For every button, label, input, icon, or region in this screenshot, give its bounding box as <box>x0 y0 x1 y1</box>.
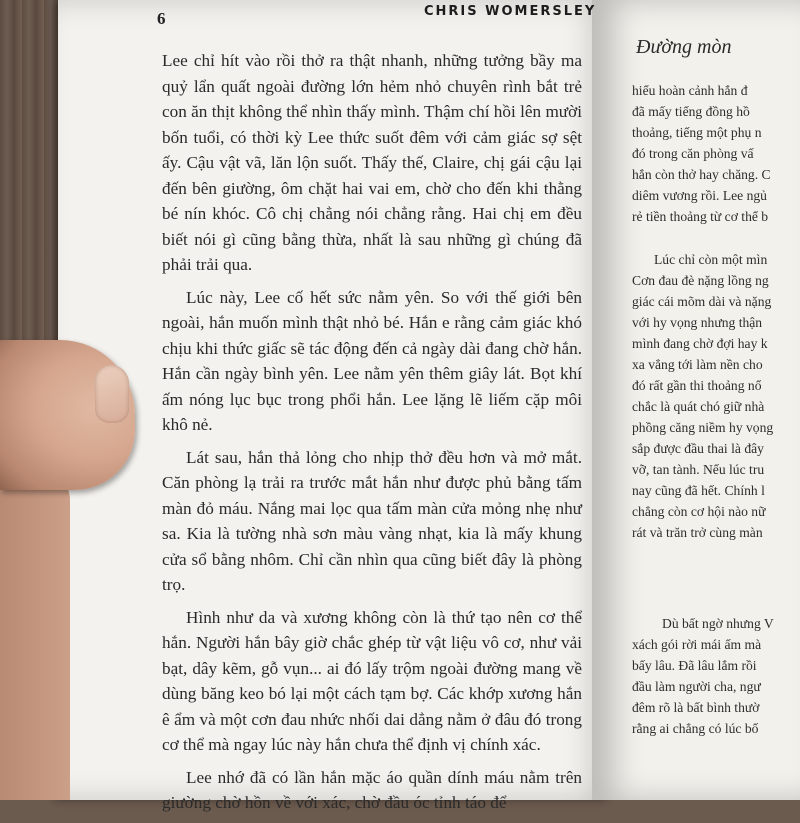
right-line: phồng căng niềm hy vọng <box>632 420 774 435</box>
right-line: đã mấy tiếng đồng hồ <box>632 104 750 119</box>
right-line: hắn còn thở hay chăng. C <box>632 167 771 182</box>
right-line: vỡ, tan tành. Nếu lúc tru <box>632 462 765 477</box>
right-line: sắp được đầu thai là đây <box>632 441 764 456</box>
right-line: rát và trăn trở cùng màn <box>632 525 763 540</box>
right-page-text <box>632 80 800 739</box>
page-number: 6 <box>157 9 166 28</box>
right-line: đầu làm người cha, ngư <box>632 679 761 694</box>
right-line: thoảng, tiếng một phụ n <box>632 125 762 140</box>
right-line: chắc là quát chó giữ nhà <box>632 399 765 414</box>
hand <box>0 470 70 800</box>
thumbnail <box>95 365 129 423</box>
right-line: diêm vương rồi. Lee ngủ <box>632 188 767 203</box>
right-line: bấy lâu. Đã lâu lắm rồi <box>632 658 757 673</box>
right-line: xách gói rời mái ấm mà <box>632 637 762 652</box>
paragraph: Lúc này, Lee cố hết sức nằm yên. So với thế giới bên ngoài, hắn muốn mình thật nhỏ bé. Hắn e rằng cảm giác khó chịu khi thức giấc sẽ tác động đến cả ngày dài đang chờ hắn. Hắn cần ngày bình yên. Lee nằm yên thêm giây lát. Bọt khí ấm nóng lục bục trong phổi hắn. Lee lặng lẽ liếm cặp môi khô nẻ. <box>162 287 582 434</box>
right-line: giác cái mõm dài và nặng <box>632 294 772 309</box>
right-line: với hy vọng nhưng thận <box>632 315 763 330</box>
right-line: xa vẳng tới làm nền cho <box>632 357 763 372</box>
paragraph: Hình như da và xương không còn là thứ tạo nên cơ thể hắn. Người hắn bây giờ chắc ghép từ vật liệu vô cơ, như vải bạt, dây kẽm, gỗ vụn... ai đó lấy trộm ngoài đường mang về dùng băng keo bó lại một cách tạm bợ. Các khớp xương hắn ê ẩm và một cơn đau nhức nhối dai dẳng nằm ở đâu đó trong cơ thể mà ngay lúc này hắn chưa thể định vị chính xác. <box>162 607 582 754</box>
right-page <box>592 0 800 800</box>
paragraph: Lee nhớ đã có lần hắn mặc áo quần dính máu nằm trên giường chờ hồn về với xác, chờ đầu óc tỉnh táo để <box>162 767 582 812</box>
right-line: mình đang chờ đợi hay k <box>632 336 768 351</box>
right-line: hiểu hoàn cảnh hắn đ <box>632 83 748 98</box>
right-line: rẻ tiền thoảng từ cơ thể b <box>632 209 769 224</box>
right-line: Dù bất ngờ nhưng V <box>662 616 774 631</box>
paragraph: Lee chỉ hít vào rồi thở ra thật nhanh, những tưởng bầy ma quỷ lẩn quất ngoài đường lớn hẻm nhỏ chuyên rình bắt trẻ con ăn thịt không thể nhìn thấy mình. Thậm chí hồi lên mười bốn tuổi, có thời kỳ Lee thức suốt đêm với cảm giác sợ sệt ấy. Cậu vật vã, lăn lộn suốt. Thấy thế, Claire, chị gái cậu lại đến bên giường, ôm chặt hai vai em, chờ cho đến khi thằng bé nín khóc. Cô chị chẳng nói chẳng rằng. Hai chị em đều biết nói gì cũng bằng thừa, nhất là sau những gì chúng đã phải trải qua. <box>162 51 582 274</box>
left-page-body <box>162 48 582 823</box>
paragraph: Lát sau, hắn thả lỏng cho nhịp thở đều hơn và mở mắt. Căn phòng lạ trải ra trước mắt hắn như được phủ bằng tấm màn đỏ máu. Nắng mai lọc qua tấm màn cửa mỏng nhẹ như sa. Kia là tường nhà sơn màu vàng nhạt, kia là mấy khung cửa sổ bằng nhôm. Chỉ cần nhìn qua cũng biết đây là phòng trọ. <box>162 447 582 594</box>
right-line: Lúc chỉ còn một mìn <box>654 252 768 267</box>
right-line: Cơn đau đè nặng lồng ng <box>632 273 769 288</box>
right-line: rằng ai chẳng có lúc bố <box>632 721 759 736</box>
right-line: đó trong căn phòng vấ <box>632 146 754 161</box>
right-line: nay cũng đã hết. Chính l <box>632 483 765 498</box>
right-line: đó rất gần thi thoảng nổ <box>632 378 762 393</box>
right-line: chẳng còn cơ hội nào nữ <box>632 504 766 519</box>
right-page-heading: Đường mòn <box>636 36 732 58</box>
running-head-author: CHRIS WOMERSLEY <box>424 4 597 19</box>
right-line: đêm rõ là bất bình thườ <box>632 700 760 715</box>
